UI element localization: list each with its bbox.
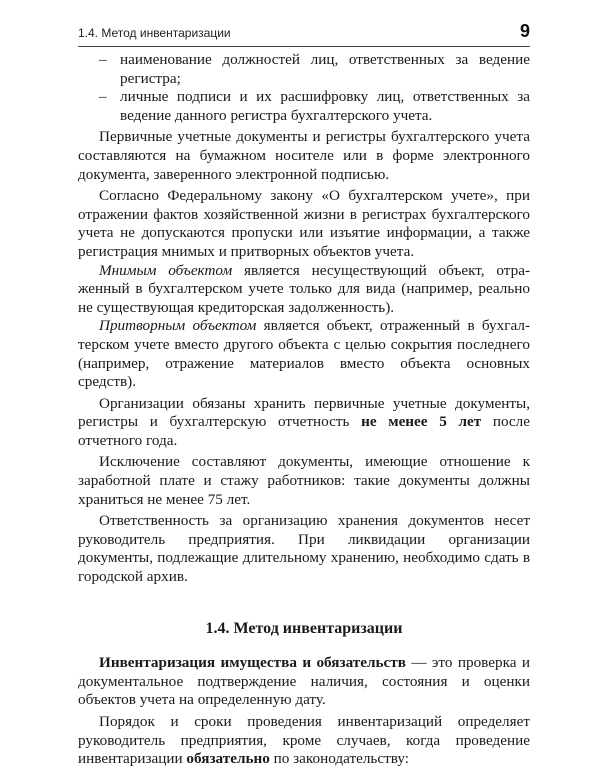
term-fictitious-object: Мнимым объектом xyxy=(99,261,233,279)
paragraph-inventory-procedure xyxy=(78,713,530,769)
emphasis-min-5-years: не менее 5 лет xyxy=(361,413,482,431)
text-segment: Порядок и сроки проведения инвентаризаций определяет руководитель предприятия, кроме случаев, когда проведение инвентаризации xyxy=(78,713,530,768)
paragraph-documents-form: Первичные учетные документы и регистры бухгалтерского учета составляются на бумажном носителе или в форме электронного документа, заверенного электронной подписью. xyxy=(78,128,530,183)
paragraph-federal-law: Согласно Федеральному закону «О бухгалтерском учете», при отражении фактов хозяйственной жизни в регистрах бухгалтерского учета не допускаются пропуски или изъятие информации, а также регистрация мнимых и притворных объектов учета. xyxy=(78,187,530,260)
paragraph-exception: Исключение составляют документы, имеющие отношение к заработной плате и стажу работников: такие документы должны храниться не менее 75 лет. xyxy=(78,453,530,508)
list-item-text: наименование должностей лиц, ответственных за ведение регистра; xyxy=(120,51,530,87)
paragraph-responsibility: Ответственность за организацию хранения документов несет руководитель предприятия. При ликвидации организации документы, подлежащие длительному хранению, необходимо сдать в городской архив. xyxy=(78,512,530,586)
dash-marker: – xyxy=(99,88,107,106)
paragraph-sham-object xyxy=(78,317,530,391)
term-inventory: Инвентаризация имущества и обязательств xyxy=(99,654,406,672)
text-segment: по законодательству: xyxy=(269,750,409,768)
page-body xyxy=(78,51,530,769)
term-sham-object: Притворным объектом xyxy=(99,317,257,335)
paragraph-fictitious-object xyxy=(78,262,530,318)
list-item xyxy=(78,88,530,125)
header-rule xyxy=(78,46,530,47)
section-heading: 1.4. Метод инвентаризации xyxy=(205,619,403,637)
emphasis-mandatory: обязательно xyxy=(186,750,270,768)
definition-text: является объект, отраженный в бухгалтерском учете вместо другого объекта с целью сокрытия последнего (например, отражение материалов вместо объекта основных средств). xyxy=(78,317,530,391)
paragraph-storage-period xyxy=(78,395,530,451)
dash-marker: – xyxy=(99,51,107,68)
text-segment: после отчетного года. xyxy=(78,413,530,449)
list-item-text: личные подписи и их расшифровку лиц, ответственных за ведение данного регистра бухгалтерского учета. xyxy=(120,88,530,124)
page-number: 9 xyxy=(519,21,530,41)
text-segment: Организации обязаны хранить первичные учетные документы, регистры и бухгалтерскую отчетность xyxy=(78,394,530,431)
definition-text: — это проверка и документальное подтверждение наличия, состояния и оценки объектов учета на определенную дату. xyxy=(78,654,530,709)
list-item xyxy=(78,51,530,88)
definition-text: является несуществующий объект, отраженный в бухгалтерском учете только для вида (например, реально не существующая кредиторская задолженность). xyxy=(78,261,530,316)
running-head-title: 1.4. Метод инвентаризации xyxy=(78,26,231,40)
running-head xyxy=(78,20,530,44)
paragraph-inventory-definition xyxy=(78,654,530,710)
